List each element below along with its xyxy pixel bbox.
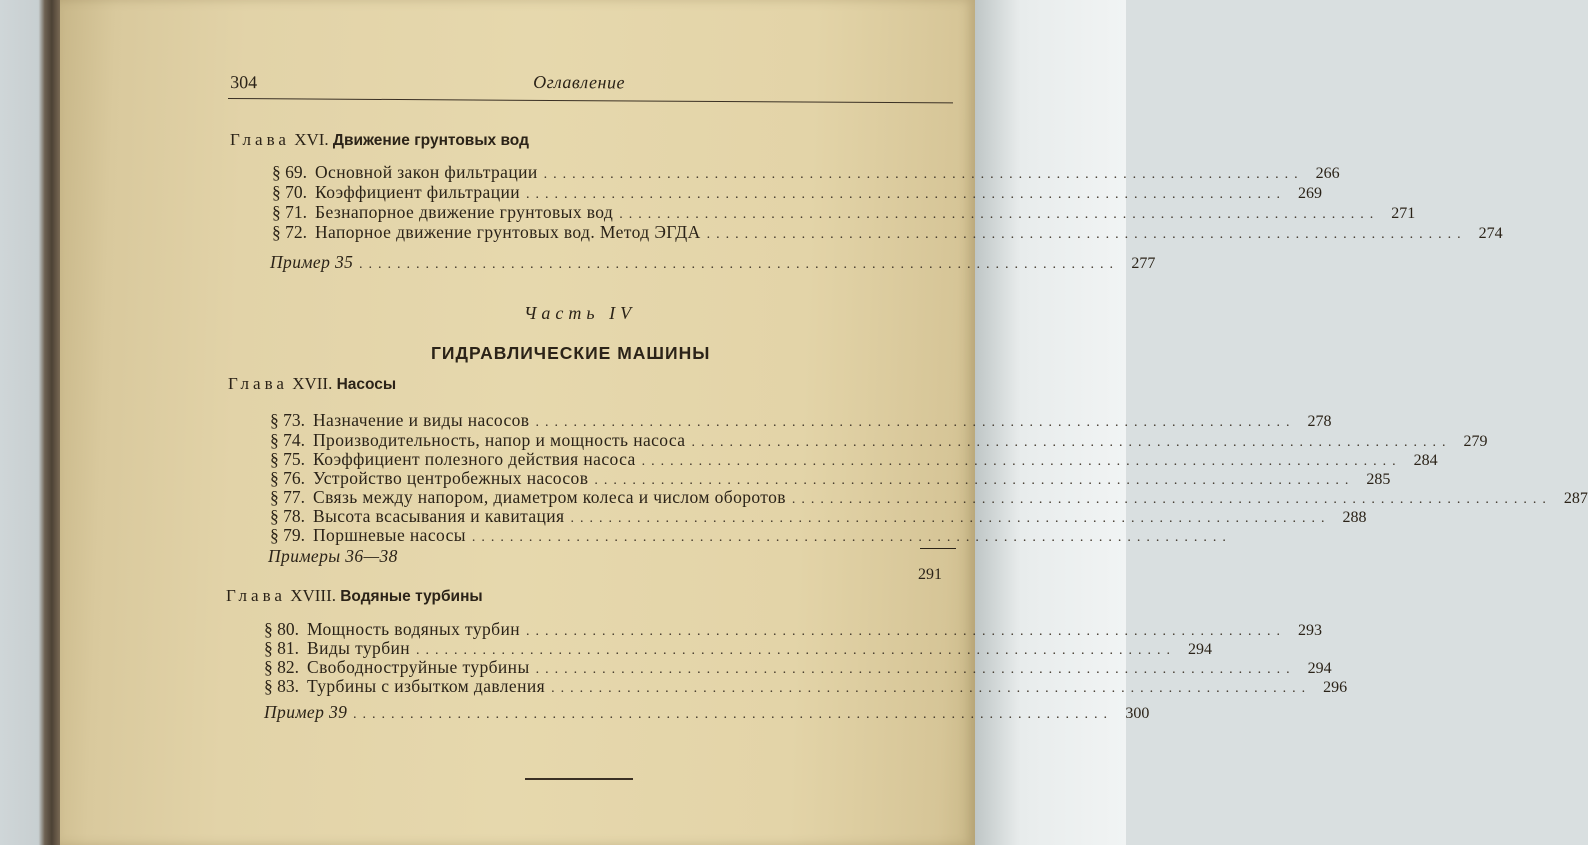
toc-entry: § 81. Виды турбин ................................................................................ 294: [264, 638, 1213, 658]
table-of-contents: [226, 60, 1588, 722]
toc-entry: § 76. Устройство центробежных насосов ................................................................................ 285: [270, 468, 1391, 488]
page-header: [228, 60, 953, 103]
toc-entry: § 70. Коэффициент фильтрации ................................................................................ 269: [272, 182, 1323, 202]
chapter-heading-16: Глава XVI. Движение грунтовых вод: [230, 130, 529, 149]
toc-entry: § 69. Основной закон фильтрации ................................................................................ 266: [272, 162, 1340, 182]
toc-entry: § 72. Напорное движение грунтовых вод. Метод ЭГДА ................................................................................ 274: [272, 222, 1503, 242]
toc-entry: § 77. Связь между напором, диаметром колеса и числом оборотов ................................................................................ 287: [270, 487, 1588, 507]
toc-entry: § 74. Производительность, напор и мощность насоса ................................................................................ 279: [270, 430, 1488, 450]
chapter-heading-17: Глава XVII. Насосы: [228, 374, 397, 393]
toc-example: Примеры 36—38: [268, 546, 398, 566]
toc-example: Пример 39 ................................................................................ 300: [264, 702, 1150, 722]
toc-entry: § 73. Назначение и виды насосов ................................................................................ 278: [270, 410, 1332, 430]
toc-page-number: 291: [918, 566, 942, 583]
page-dash: [920, 548, 956, 549]
toc-entry: § 80. Мощность водяных турбин ................................................................................ 293: [264, 619, 1323, 639]
part-label: Часть IV: [524, 303, 637, 323]
toc-entry: § 75. Коэффициент полезного действия насоса ................................................................................ 284: [270, 449, 1438, 469]
running-title: Оглавление: [533, 71, 626, 93]
page-number: 304: [230, 72, 258, 93]
toc-example: Пример 35 ................................................................................ 277: [270, 252, 1156, 272]
end-rule: [525, 778, 633, 780]
chapter-heading-18: Глава XVIII. Водяные турбины: [226, 586, 483, 605]
toc-entry: § 78. Высота всасывания и кавитация ................................................................................ 288: [270, 506, 1367, 526]
toc-entry: § 71. Безнапорное движение грунтовых вод ................................................................................ 271: [272, 202, 1416, 222]
part-title: ГИДРАВЛИЧЕСКИЕ МАШИНЫ: [431, 343, 711, 363]
toc-entry: § 79. Поршневые насосы ................................................................................: [270, 525, 1232, 545]
toc-entry: § 82. Свободноструйные турбины ................................................................................ 294: [264, 657, 1332, 677]
toc-entry: § 83. Турбины с избытком давления ................................................................................ 296: [264, 676, 1348, 696]
